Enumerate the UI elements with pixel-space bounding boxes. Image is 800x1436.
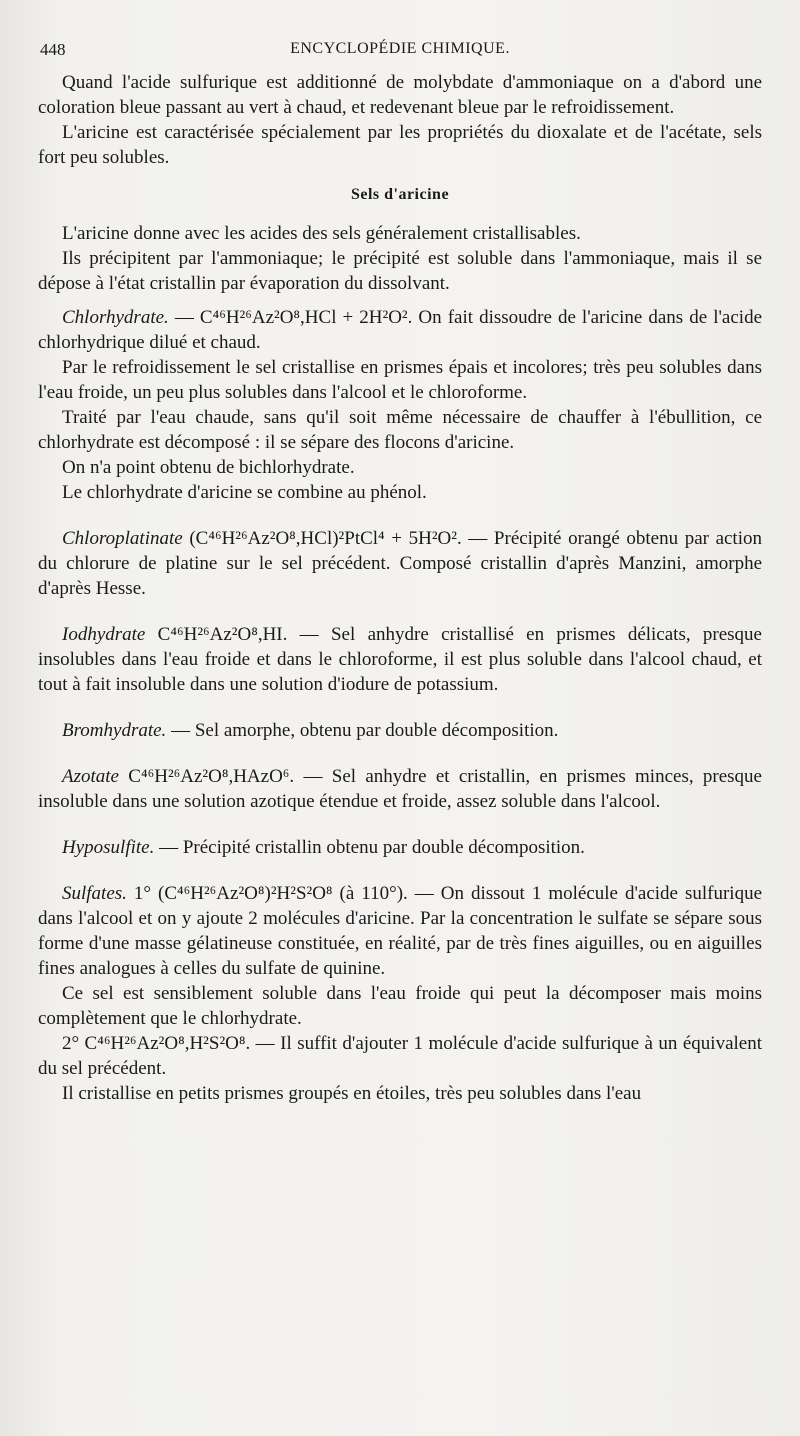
paragraph [38, 1081, 762, 1106]
entry-term: Chlorhydrate. [62, 307, 169, 328]
entry-term: Hyposulfite. [62, 837, 155, 858]
paragraph [38, 981, 762, 1031]
paragraph [38, 246, 762, 296]
entry-text: — C⁴⁶H²⁶Az²O⁸,HCl + 2H²O². On fait dissoudre de l'aricine dans de l'acide chlorhydrique dilué et chaud. [38, 307, 762, 353]
entry-text: — Précipité cristallin obtenu par double décomposition. [154, 837, 585, 858]
paragraph [38, 120, 762, 170]
entry-bromhydrate [38, 718, 762, 743]
paragraph-text: 2° C⁴⁶H²⁶Az²O⁸,H²S²O⁸. — Il suffit d'ajouter 1 molécule d'acide sulfurique à un équivalent du sel précédent. [38, 1033, 762, 1079]
section-title: Sels d'aricine [350, 186, 450, 203]
entry-text: 1° (C⁴⁶H²⁶Az²O⁸)²H²S²O⁸ (à 110°). — On dissout 1 molécule d'acide sulfurique dans l'alcool et on y ajoute 2 molécules d'aricine. Par la concentration le sulfate se sépare sous forme d'une masse gélatineuse constituée, en réalité, par de très fines aiguilles, ou en aiguilles fines analogues à celles du sulfate de quinine. [38, 883, 762, 979]
paragraph [38, 355, 762, 405]
entry-text: (C⁴⁶H²⁶Az²O⁸,HCl)²PtCl⁴ + 5H²O². — Précipité orangé obtenu par action du chlorure de platine sur le sel précédent. Composé cristallin d'après Manzini, amorphe d'après Hesse. [38, 528, 762, 599]
paragraph-text: Par le refroidissement le sel cristallise en prismes épais et incolores; très peu solubles dans l'eau froide, un peu plus solubles dans l'alcool et le chloroforme. [38, 357, 762, 403]
entry-hyposulfite [38, 835, 762, 860]
entry-text: C⁴⁶H²⁶Az²O⁸,HAzO⁶. — Sel anhydre et cristallin, en prismes minces, presque insoluble dans une solution azotique étendue et froide, assez soluble dans l'alcool. [38, 766, 762, 812]
entry-sulfates [38, 881, 762, 981]
entry-azotate [38, 764, 762, 814]
paragraph-text: L'aricine donne avec les acides des sels généralement cristallisables. [62, 223, 581, 244]
paragraph [38, 70, 762, 120]
paragraph [38, 221, 762, 246]
entry-text: C⁴⁶H²⁶Az²O⁸,HI. — Sel anhydre cristallisé en prismes délicats, presque insolubles dans l'eau froide et dans le chloroforme, il est plus soluble dans l'alcool chaud, et tout à fait insoluble dans une solution d'iodure de potassium. [38, 624, 762, 695]
paragraph [38, 455, 762, 480]
paragraph-text: Le chlorhydrate d'aricine se combine au phénol. [62, 482, 427, 503]
entry-text: — Sel amorphe, obtenu par double décomposition. [166, 720, 559, 741]
entry-term: Azotate [62, 766, 119, 787]
paragraph [38, 480, 762, 505]
paragraph-text: Traité par l'eau chaude, sans qu'il soit même nécessaire de chauffer à l'ébullition, ce chlorhydrate est décomposé : il se sépare des flocons d'aricine. [38, 407, 762, 453]
page-header [40, 40, 760, 64]
entry-iodhydrate [38, 622, 762, 697]
paragraph [38, 1031, 762, 1081]
paragraph-text: Quand l'acide sulfurique est additionné de molybdate d'ammoniaque on a d'abord une coloration bleue passant au vert à chaud, et redevenant bleue par le refroidissement. [38, 72, 762, 118]
page-number: 448 [40, 40, 66, 59]
entry-term: Chloroplatinate [62, 528, 183, 549]
entry-chlorhydrate [38, 305, 762, 355]
running-title: ENCYCLOPÉDIE CHIMIQUE. [290, 40, 510, 57]
entry-term: Sulfates. [62, 883, 127, 904]
paragraph-text: On n'a point obtenu de bichlorhydrate. [62, 457, 355, 478]
paragraph-text: Ils précipitent par l'ammoniaque; le précipité est soluble dans l'ammoniaque, mais il se dépose à l'état cristallin par évaporation du dissolvant. [38, 248, 762, 294]
entry-term: Bromhydrate. [62, 720, 167, 741]
paragraph-text: Ce sel est sensiblement soluble dans l'eau froide qui peut la décomposer mais moins complètement que le chlorhydrate. [38, 983, 762, 1029]
paragraph-text: Il cristallise en petits prismes groupés en étoiles, très peu solubles dans l'eau [62, 1083, 642, 1104]
entry-chloroplatinate [38, 526, 762, 601]
paragraph-text: L'aricine est caractérisée spécialement par les propriétés du dioxalate et de l'acétate, sels fort peu solubles. [38, 122, 762, 168]
page-body [38, 70, 762, 1106]
entry-term: Iodhydrate [62, 624, 146, 645]
paragraph [38, 405, 762, 455]
